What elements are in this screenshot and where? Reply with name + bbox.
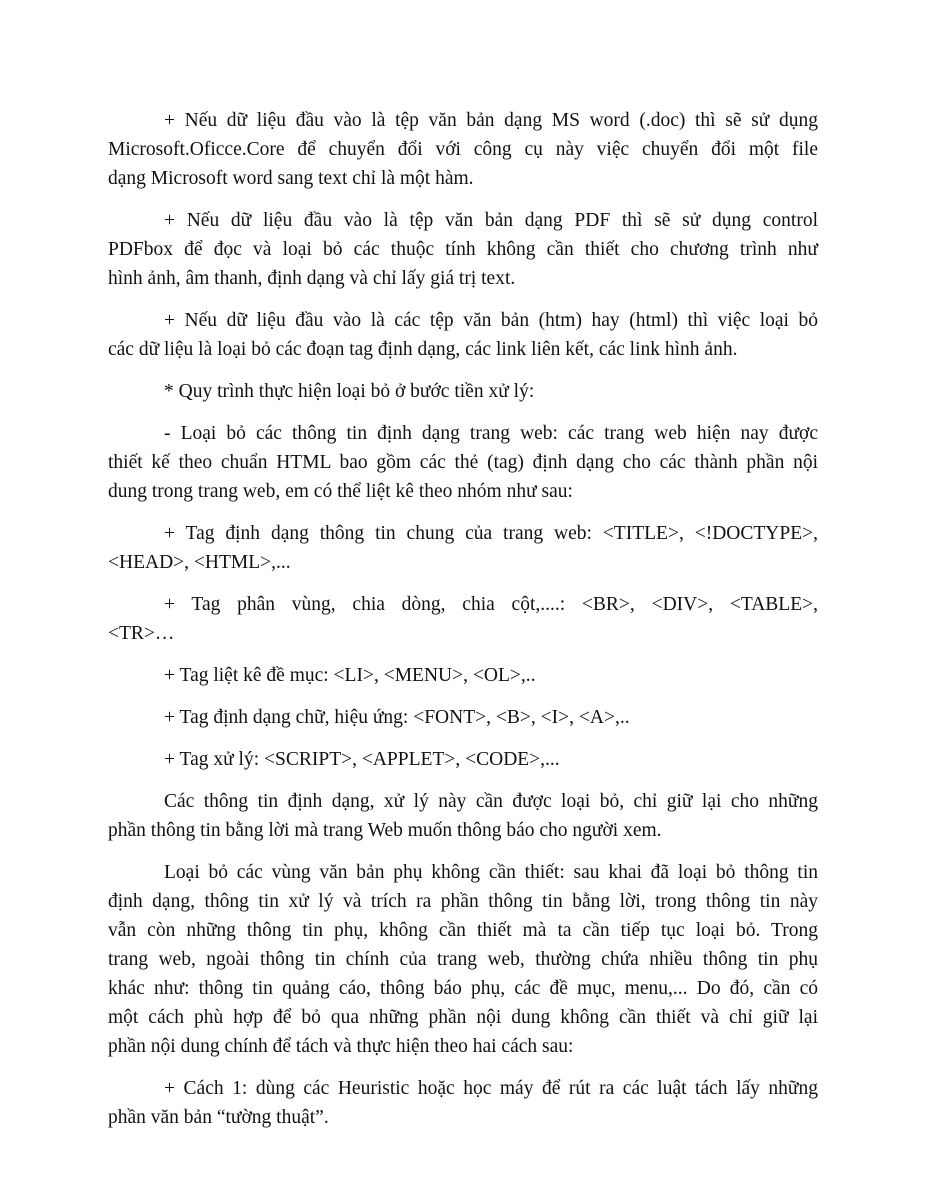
paragraph-tag-list [108,661,818,690]
text-line: + Nếu dữ liệu đầu vào là tệp văn bản dạng MS word (.doc) thì sẽ sử dụng [164,110,818,131]
paragraph-tag-script [108,745,818,774]
text-line: khác như: thông tin quảng cáo, thông báo phụ, các đề mục, menu,... Do đó, cần có [108,978,818,999]
text-line: dạng Microsoft word sang text chỉ là một hàm. [108,168,474,189]
paragraph-tag-layout [108,590,818,648]
text-line: thiết kế theo chuẩn HTML bao gồm các thẻ (tag) định dạng cho các thành phần nội [108,452,818,473]
text-line: phần văn bản “tường thuật”. [108,1107,329,1128]
text-line: - Loại bỏ các thông tin định dạng trang web: các trang web hiện nay được [164,423,818,444]
text-line: định dạng, thông tin xử lý và trích ra phần thông tin bằng lời, trong thông tin này [108,891,818,912]
text-line: hình ảnh, âm thanh, định dạng và chỉ lấy giá trị text. [108,268,516,289]
text-line: * Quy trình thực hiện loại bỏ ở bước tiền xử lý: [164,381,535,402]
text-line: một cách phù hợp để bỏ qua những phần nội dung không cần thiết và chỉ giữ lại [108,1007,818,1028]
paragraph-remove-format [108,419,818,506]
text-line: + Tag phân vùng, chia dòng, chia cột,....: <BR>, <DIV>, <TABLE>, [164,594,818,615]
text-line: phần thông tin bằng lời mà trang Web muốn thông báo cho người xem. [108,820,662,841]
paragraph-method-1 [108,1074,818,1132]
text-line: + Tag định dạng thông tin chung của trang web: <TITLE>, <!DOCTYPE>, [164,523,818,544]
paragraph-doc-input [108,106,818,193]
text-line: Các thông tin định dạng, xử lý này cần được loại bỏ, chỉ giữ lại cho những [164,791,818,812]
paragraph-keep-text [108,787,818,845]
text-line: <TR>… [108,623,175,644]
paragraph-tag-font [108,703,818,732]
text-line: + Tag xử lý: <SCRIPT>, <APPLET>, <CODE>,... [164,749,560,770]
text-line: + Tag định dạng chữ, hiệu ứng: <FONT>, <B>, <I>, <A>,.. [164,707,630,728]
text-line: các dữ liệu là loại bỏ các đoạn tag định dạng, các link liên kết, các link hình ảnh. [108,339,738,360]
paragraph-tag-general [108,519,818,577]
text-line: + Nếu dữ liệu đầu vào là tệp văn bản dạng PDF thì sẽ sử dụng control [164,210,818,231]
text-line: + Cách 1: dùng các Heuristic hoặc học máy để rút ra các luật tách lấy những [164,1078,818,1099]
text-line: Microsoft.Oficce.Core để chuyển đổi với công cụ này việc chuyển đổi một file [108,139,818,160]
text-line: <HEAD>, <HTML>,... [108,552,291,573]
text-line: + Nếu dữ liệu đầu vào là các tệp văn bản (htm) hay (html) thì việc loại bỏ [164,310,818,331]
text-line: Loại bỏ các vùng văn bản phụ không cần thiết: sau khai đã loại bỏ thông tin [164,862,818,883]
document-page [108,106,818,1145]
text-line: vẫn còn những thông tin phụ, không cần thiết mà ta cần tiếp tục loại bỏ. Trong [108,920,818,941]
text-line: trang web, ngoài thông tin chính của trang web, thường chứa nhiều thông tin phụ [108,949,818,970]
text-line: dung trong trang web, em có thể liệt kê theo nhóm như sau: [108,481,573,502]
paragraph-process-heading [108,377,818,406]
text-line: phần nội dung chính để tách và thực hiện theo hai cách sau: [108,1036,574,1057]
paragraph-remove-extra [108,858,818,1061]
text-line: + Tag liệt kê đề mục: <LI>, <MENU>, <OL>,.. [164,665,536,686]
text-line: PDFbox để đọc và loại bỏ các thuộc tính không cần thiết cho chương trình như [108,239,818,260]
paragraph-pdf-input [108,206,818,293]
paragraph-html-input [108,306,818,364]
